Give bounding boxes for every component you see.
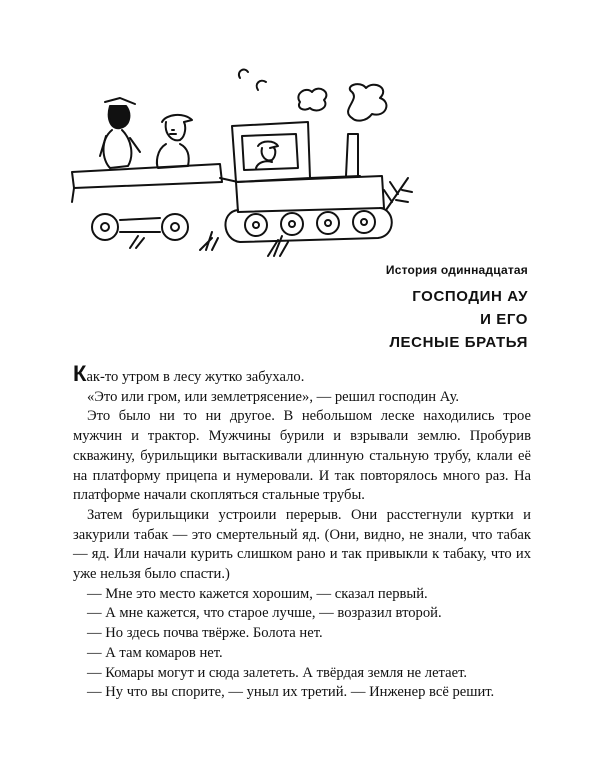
chapter-title [389,285,528,354]
paragraph: Затем бурильщики устроили перерыв. Они расстегнули куртки и закурили табак — это смертельный яд. (Они, видно, не знали, что табак — яд. Или начали курить слишком рано и так привыкли к табаку, что их уже нельзя было спасти.) [73,506,531,583]
opening-sentence: ак-то утром в лесу жутко забухало. [86,369,305,385]
chapter-label: История одиннадцатая [385,263,528,277]
chapter-title-line-1: ГОСПОДИН АУ [412,288,528,305]
dialogue-line: — А там комаров нет. [87,644,223,661]
dialogue-line: — Но здесь почва твёрже. Болота нет. [87,625,323,642]
tractor-with-workers-illustration [60,60,430,260]
chapter-title-line-2: И ЕГО [480,311,528,328]
drop-cap: К [73,361,87,386]
dialogue-line: — Мне это место кажется хорошим, — сказал первый. [87,585,428,602]
paragraph-opening [73,361,531,388]
paragraph: Это было ни то ни другое. В небольшом леске находились трое мужчин и трактор. Мужчины бурили и взрывали землю. Пробурив скважину, бурильщики вытаскивали длинную стальную трубу, клали её на платформу прицепа и нумеровали. И так повторялось много раз. На платформе начали скопляться стальные трубы. [73,408,531,504]
dialogue-line: — А мне кажется, что старое лучше, — возразил второй. [87,605,442,622]
dialogue-line: — Комары могут и сюда залететь. А твёрдая земля не летает. [87,664,467,681]
paragraph: «Это или гром, или землетрясение», — решил господин Ау. [87,388,460,405]
chapter-title-line-3: ЛЕСНЫЕ БРАТЬЯ [389,334,528,351]
story-text [73,361,531,703]
dialogue-line: — Ну что вы спорите, — уныл их третий. — Инженер всё решит. [87,684,495,701]
